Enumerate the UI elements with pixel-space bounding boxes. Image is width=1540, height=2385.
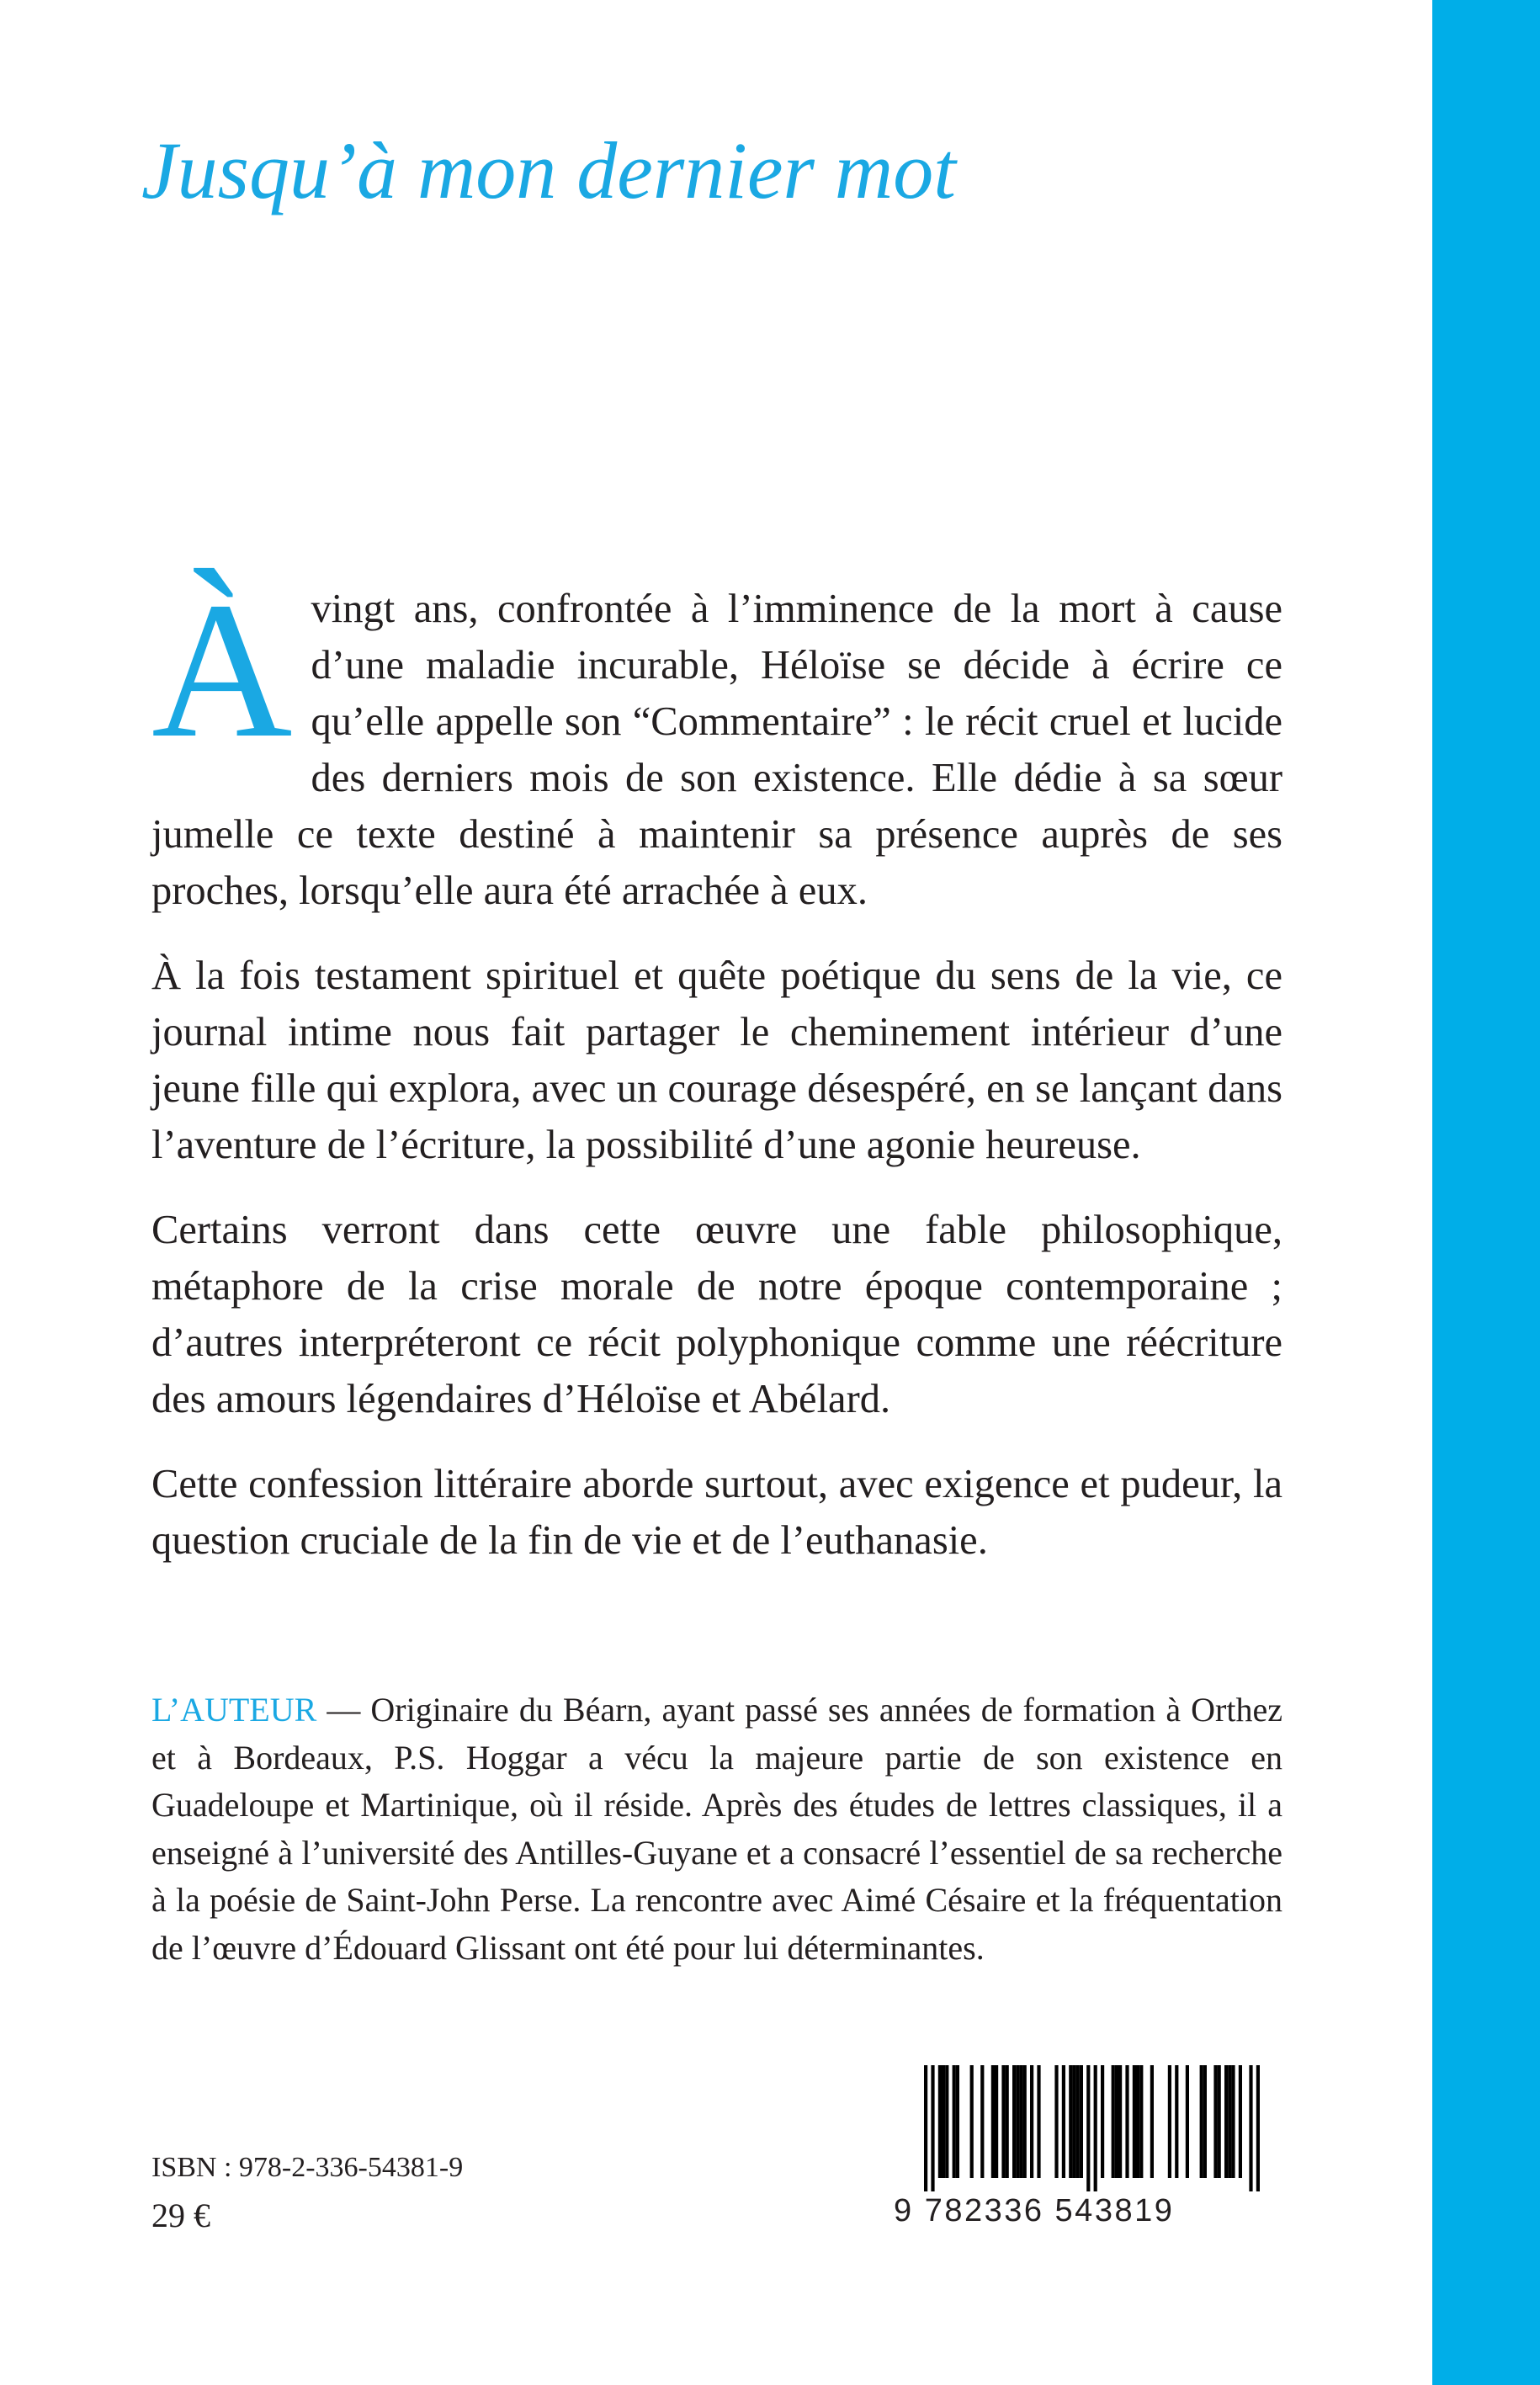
- barcode-bar: [970, 2065, 974, 2178]
- barcode-bar: [1094, 2065, 1097, 2191]
- barcode-bar: [1069, 2065, 1072, 2178]
- cover-color-band: [1432, 0, 1540, 2385]
- blurb-paragraph: À la fois testament spirituel et quête poétique du sens de la vie, ce journal intime nous fait partager le cheminement intérieur d’une jeune fille qui explora, avec un courage désespéré, en se lançant dans l’aventure de l’écriture, la possibilité d’une agonie heureuse.: [151, 953, 1282, 1167]
- isbn: ISBN : 978-2-336-54381-9: [151, 2152, 464, 2183]
- barcode-bars: [894, 2065, 1274, 2191]
- barcode-bar: [980, 2065, 984, 2178]
- barcode-bar: [1139, 2065, 1143, 2178]
- barcode-bar: [1101, 2065, 1104, 2178]
- barcode-bar: [1076, 2065, 1080, 2178]
- author-bio: [151, 1686, 1282, 1972]
- back-cover-blurb: [151, 562, 1282, 1597]
- barcode-bar: [1133, 2065, 1136, 2178]
- barcode-bar: [1037, 2065, 1040, 2178]
- barcode-bar: [1062, 2065, 1065, 2178]
- barcode-bar: [924, 2065, 927, 2191]
- author-label: L’AUTEUR: [151, 1691, 317, 1729]
- barcode-bar: [1168, 2065, 1171, 2178]
- barcode-bar: [1006, 2065, 1009, 2178]
- barcode-bar: [1016, 2065, 1019, 2178]
- barcode-bar: [1080, 2065, 1083, 2178]
- barcode-bar: [995, 2065, 998, 2178]
- barcode-bar: [1001, 2065, 1005, 2178]
- barcode-bar: [1200, 2065, 1203, 2178]
- barcode-bar: [956, 2065, 959, 2178]
- blurb-paragraph: [151, 562, 1282, 919]
- barcode-bar: [1125, 2065, 1128, 2178]
- barcode-bar: [1112, 2065, 1115, 2178]
- barcode-bar: [1186, 2065, 1189, 2178]
- barcode-bar: [1203, 2065, 1207, 2178]
- barcode-bar: [1228, 2065, 1231, 2178]
- barcode-bar: [953, 2065, 956, 2178]
- barcode-bar: [945, 2065, 948, 2178]
- barcode-bar: [1118, 2065, 1122, 2178]
- barcode-bar: [1136, 2065, 1139, 2178]
- barcode-bar: [931, 2065, 934, 2191]
- barcode-bar: [1239, 2065, 1242, 2178]
- barcode-bar: [1218, 2065, 1221, 2178]
- book-title: Jusqu’à mon dernier mot: [141, 125, 956, 215]
- drop-cap: À: [151, 562, 293, 778]
- barcode-bar: [1019, 2065, 1022, 2178]
- barcode-bar: [1023, 2065, 1027, 2178]
- barcode-bar: [1256, 2065, 1260, 2191]
- barcode-bar: [1224, 2065, 1228, 2178]
- barcode-bar: [1150, 2065, 1154, 2178]
- blurb-paragraph-text: vingt ans, confrontée à l’imminence de la mort à cause d’une maladie incurable, Héloïse se décide à écrire ce qu’elle appelle son “Commentaire” : le récit cruel et lucide des derniers mois de son existence. Elle dédie à sa sœur jumelle ce texte destiné à maintenir sa présence auprès de ses proches, lorsqu’elle aura été arrachée à eux.: [151, 587, 1282, 913]
- barcode-bar: [1072, 2065, 1075, 2178]
- barcode-bar: [942, 2065, 945, 2178]
- barcode-bar: [938, 2065, 942, 2178]
- author-bio-text: — Originaire du Béarn, ayant passé ses années de formation à Orthez et à Bordeaux, P.S. Hoggar a vécu la majeure partie de son existence en Guadeloupe et Martinique, où il réside. Après des études de lettres classiques, il a enseigné à l’université des Antilles-Guyane et a consacré l’essentiel de sa recherche à la poésie de Saint-John Perse. La rencontre avec Aimé Césaire et la fréquentation de l’œuvre d’Édouard Glissant ont été pour lui déterminantes.: [151, 1691, 1282, 1967]
- barcode-bar: [1175, 2065, 1178, 2178]
- barcode-bar: [991, 2065, 995, 2178]
- barcode-bar: [1231, 2065, 1235, 2178]
- barcode-bar: [1012, 2065, 1016, 2178]
- price: 29 €: [151, 2196, 210, 2234]
- blurb-paragraph: Certains verront dans cette œuvre une fable philosophique, métaphore de la crise morale de notre époque contemporaine ; d’autres interpréteront ce récit polyphonique comme une réécriture des amours légendaires d’Héloïse et Abélard.: [151, 1208, 1282, 1421]
- barcode-bar: [1115, 2065, 1118, 2178]
- barcode-bar: [1086, 2065, 1090, 2191]
- barcode-digits: 9 782336 543819: [894, 2193, 1175, 2228]
- barcode-bar: [1213, 2065, 1217, 2178]
- barcode-bar: [1030, 2065, 1033, 2178]
- barcode-bar: [1054, 2065, 1058, 2178]
- barcode-bar: [1249, 2065, 1252, 2191]
- blurb-paragraph: Cette confession littéraire aborde surtout, avec exigence et pudeur, la question cruciale de la fin de vie et de l’euthanasie.: [151, 1462, 1282, 1563]
